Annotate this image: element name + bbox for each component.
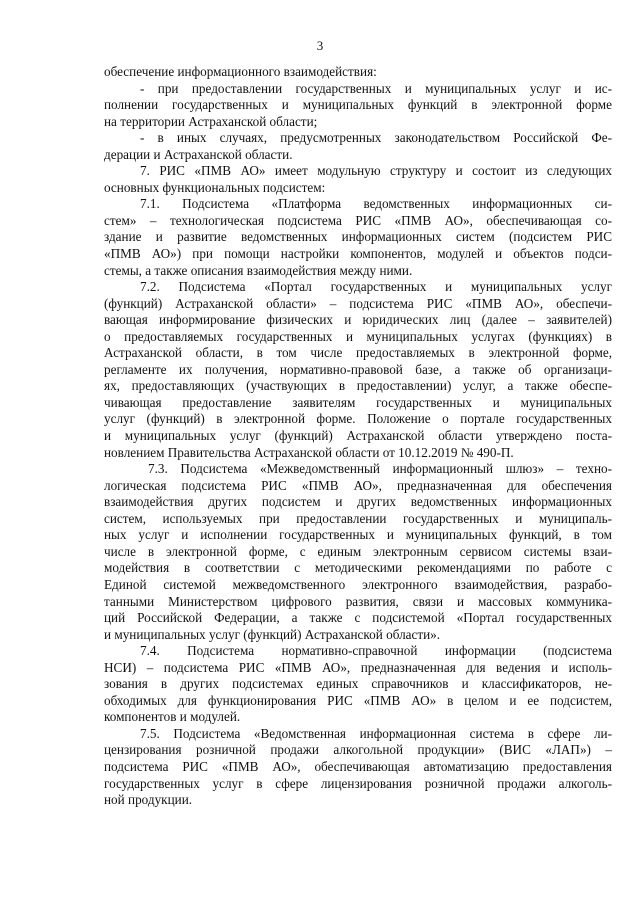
text-line: подсистема РИС «ПМВ АО», обеспечивающая автоматизацию предоставления	[104, 758, 612, 774]
text-line: новлением Правительства Астраханской области от 10.12.2019 № 490-П.	[104, 444, 514, 460]
text-line: модействия в соответствии с методическими рекомендациями по работе с	[104, 560, 612, 576]
text-line: Единой системой межведомственного электронного взаимодействия, разрабо-	[104, 576, 612, 592]
page-number: 3	[316, 38, 324, 53]
text-line: услуг (функций) в электронной форме. Положение о портале государственных	[104, 411, 612, 427]
text-line: компонентов и модулей.	[104, 709, 241, 725]
text-line: числе в электронной форме, с единым электронным сервисом системы взаи-	[104, 543, 612, 559]
text-line: ций Российской Федерации, а также с подсистемой «Портал государственных	[104, 610, 612, 626]
text-line: здание и развитие ведомственных информационных систем (подсистем РИС	[104, 229, 612, 245]
text-line: 7.4. Подсистема нормативно-справочной информации (подсистема	[140, 643, 612, 659]
document-body	[104, 64, 612, 809]
text-line: - при предоставлении государственных и муниципальных услуг и ис-	[140, 80, 612, 96]
text-line: ях, предоставляющих (участвующих в предоставлении) услуг, а также обеспе-	[104, 378, 612, 394]
text-line: 7.2. Подсистема «Портал государственных и муниципальных услуг	[140, 279, 612, 295]
text-line: регламенте их получения, нормативно-правовой базе, а также об организаци-	[104, 361, 612, 377]
text-line: зования в других подсистемах единых справочников и классификаторов, не-	[104, 676, 612, 692]
text-line: цензирования розничной продажи алкогольной продукции» (ВИС «ЛАП») –	[104, 742, 612, 758]
text-line: основных функциональных подсистем:	[104, 179, 326, 195]
text-line: ной продукции.	[104, 792, 193, 808]
text-line: обходимых для функционирования РИС «ПМВ АО» в целом и ее подсистем,	[104, 692, 612, 708]
text-line: систем, используемых при предоставлении государственных и муниципаль-	[104, 510, 612, 526]
text-line: НСИ) – подсистема РИС «ПМВ АО», предназначенная для ведения и исполь-	[104, 659, 612, 675]
text-line: и муниципальных услуг (функций) Астраханской области».	[104, 626, 441, 642]
text-line: Астраханской области, в том числе предоставляемых в электронной форме,	[104, 345, 612, 361]
text-line: и муниципальных услуг (функций) Астраханской области утверждено поста-	[104, 428, 612, 444]
text-line: стемы, а также описания взаимодействия между ними.	[104, 262, 413, 278]
text-line: (функций) Астраханской области» – подсистема РИС «ПМВ АО», обеспечи-	[104, 295, 612, 311]
text-line: дерации и Астраханской области.	[104, 146, 293, 162]
text-line: чивающая предоставление заявителям государственных и муниципальных	[104, 394, 612, 410]
text-line: логическая подсистема РИС «ПМВ АО», предназначенная для обеспечения	[104, 477, 612, 493]
text-line: о предоставляемых государственных и муниципальных услугах (функциях) в	[104, 328, 612, 344]
text-line: стем» – технологическая подсистема РИС «ПМВ АО», обеспечивающая со-	[104, 212, 612, 228]
text-line: - в иных случаях, предусмотренных законодательством Российской Фе-	[140, 130, 612, 146]
text-line: ных услуг и исполнении государственных и муниципальных функций, в том	[104, 527, 612, 543]
text-line: обеспечение информационного взаимодействия:	[104, 64, 377, 79]
text-line: «ПМВ АО») при помощи настройки компонентов, модулей и объектов подси-	[104, 246, 612, 262]
text-line: 7.3. Подсистема «Межведомственный информационный шлюз» – техно-	[148, 461, 612, 477]
text-line: 7.5. Подсистема «Ведомственная информационная система в сфере ли-	[140, 725, 612, 741]
text-line: полнении государственных и муниципальных функций в электронной форме	[104, 97, 612, 113]
text-line: взаимодействия других подсистем и других ведомственных информационных	[104, 494, 612, 510]
text-line: танными Министерством цифрового развития, связи и массовых коммуника-	[104, 593, 612, 609]
text-line: государственных услуг в сфере лицензирования розничной продажи алкоголь-	[104, 775, 612, 791]
text-line: 7.1. Подсистема «Платформа ведомственных информационных си-	[140, 196, 612, 212]
text-line: 7. РИС «ПМВ АО» имеет модульную структуру и состоит из следующих	[140, 163, 612, 179]
text-line: вающая информирование физических и юридических лиц (далее – заявителей)	[104, 312, 612, 328]
text-line: на территории Астраханской области;	[104, 113, 318, 129]
